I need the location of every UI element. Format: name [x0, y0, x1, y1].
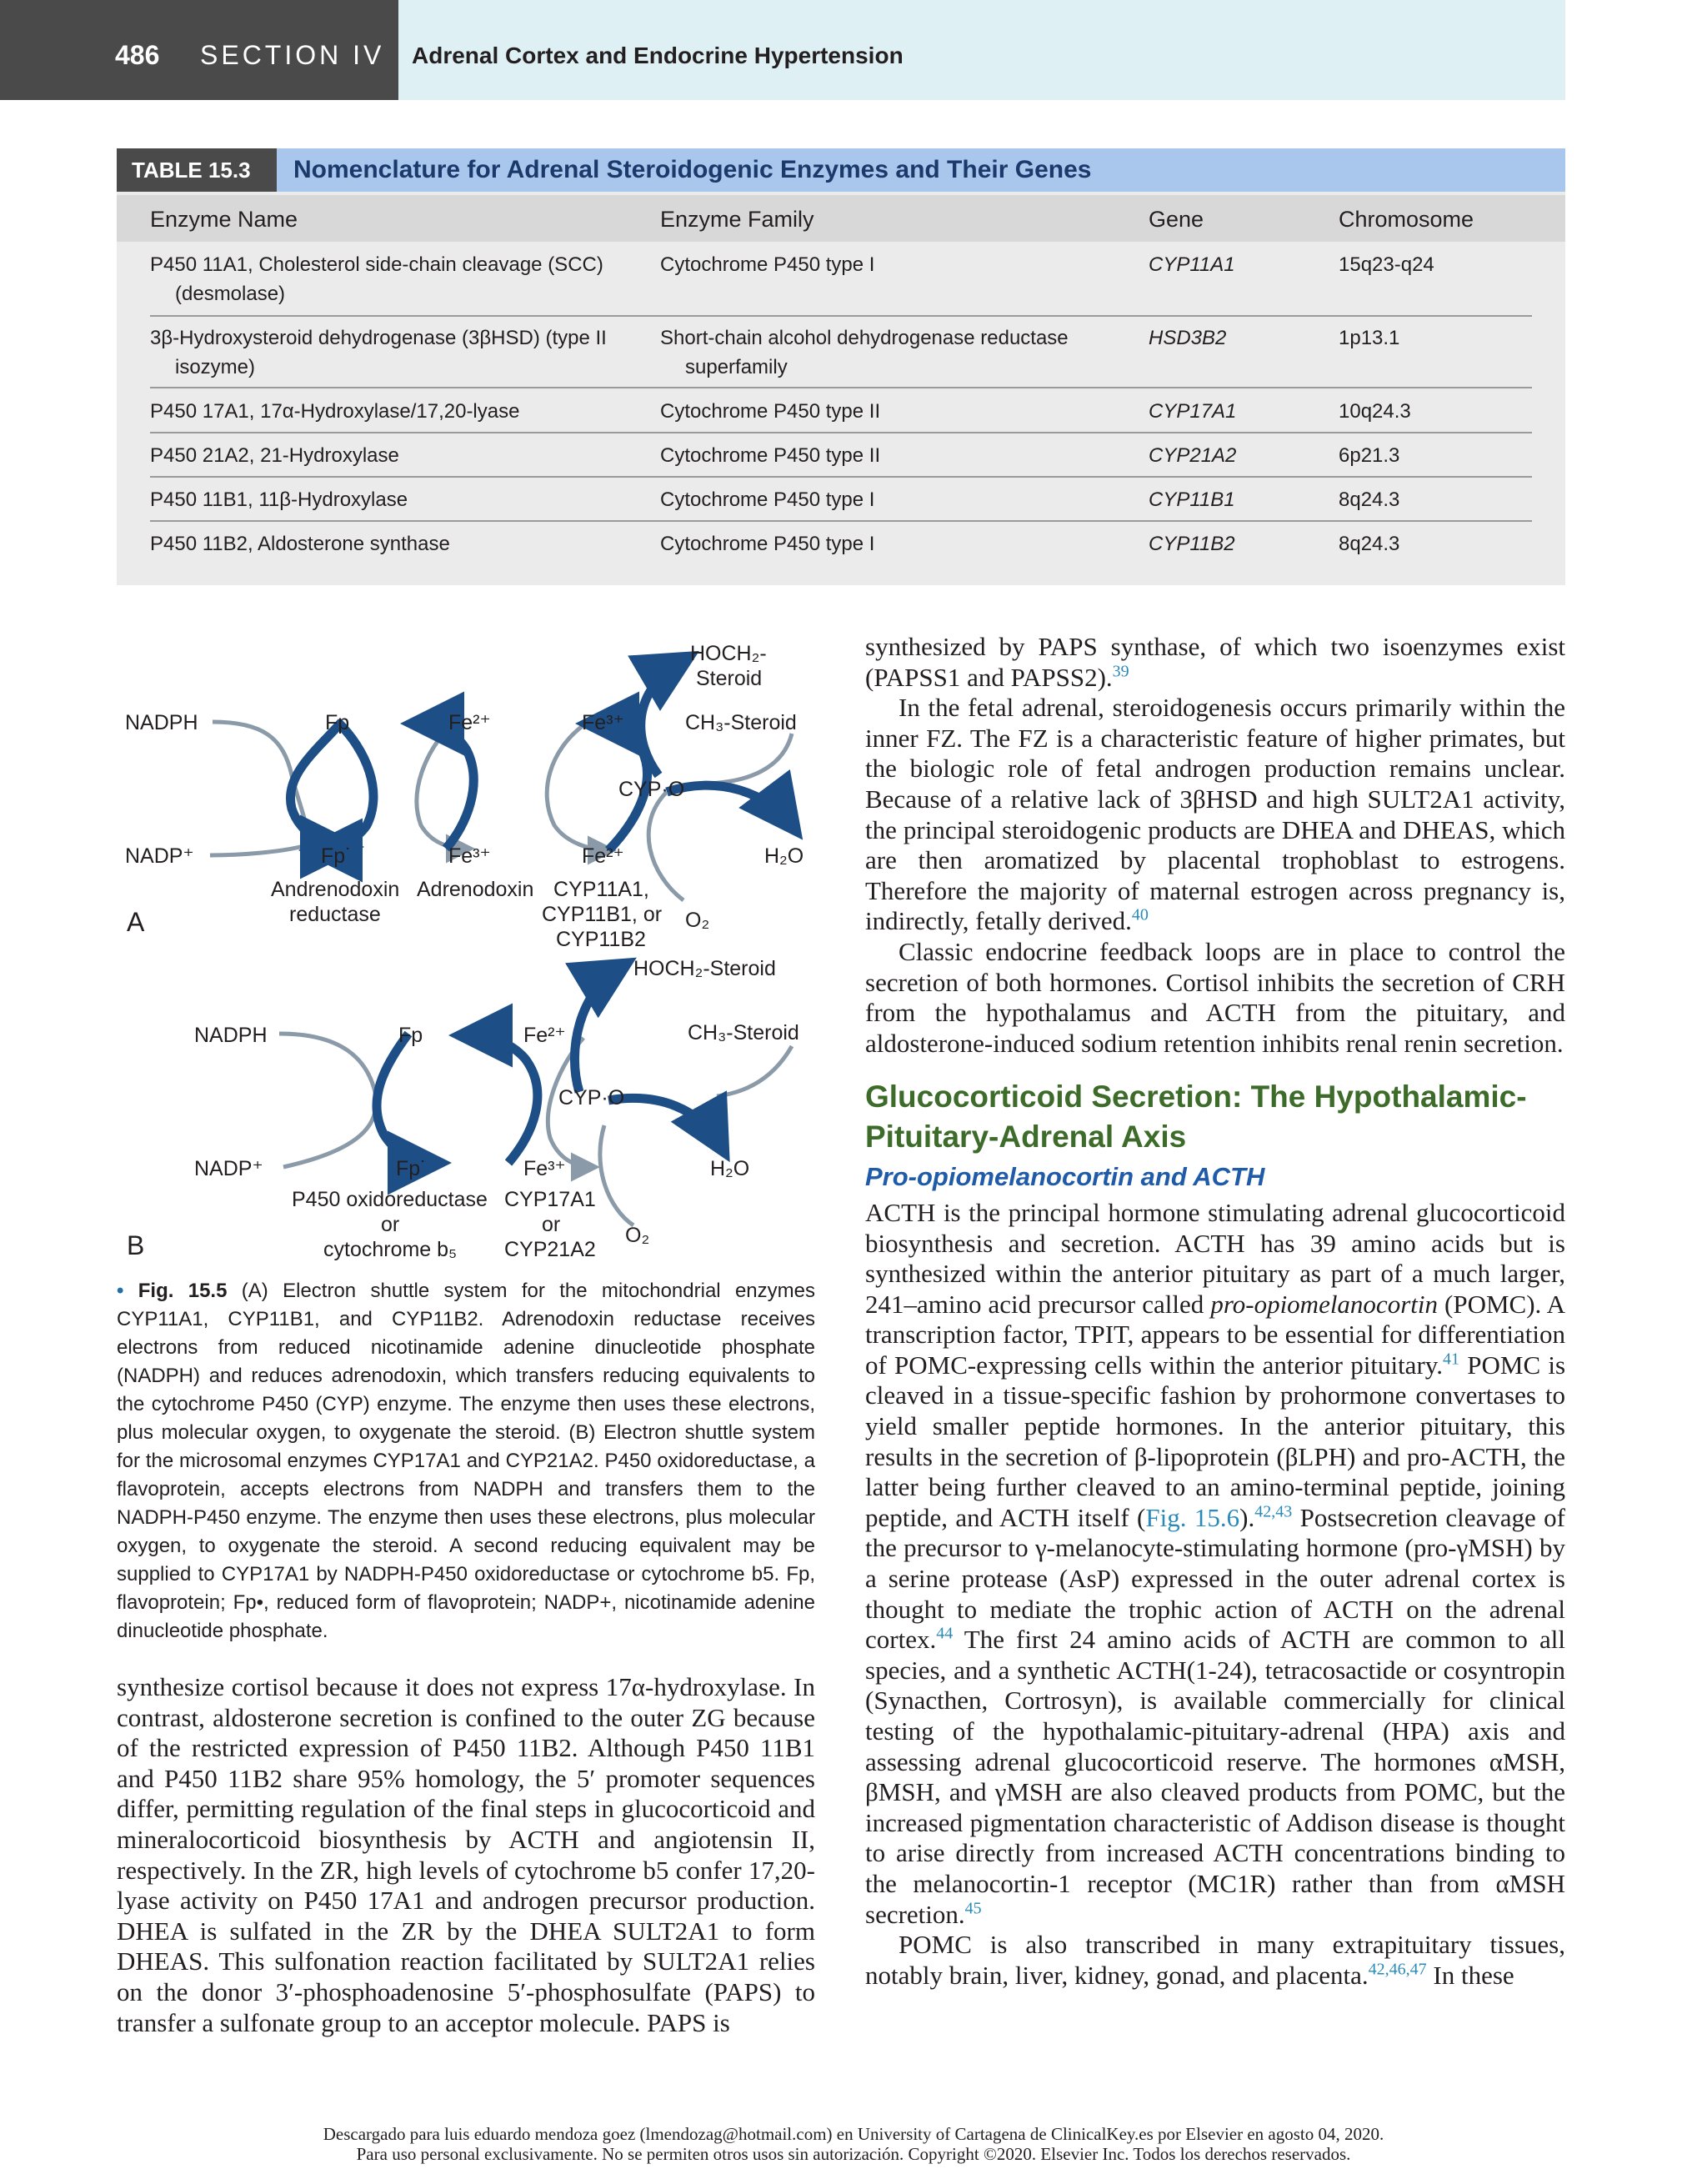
a-cyp-o-label: CYP·O — [618, 778, 685, 801]
cell-gene: CYP11B1 — [1149, 488, 1235, 511]
subsection-heading: Pro-opiomelanocortin and ACTH — [865, 1162, 1265, 1192]
panel-b-letter: B — [127, 1230, 145, 1260]
a-hoch2-label: HOCH₂- — [690, 642, 767, 665]
figure-caption-text: (A) Electron shuttle system for the mitochondrial enzymes CYP11A1, CYP11B1, and CYP11B2. Adrenodoxin reductase receives electrons from reduced nicotinamide adenine dinucleotide phosphate (NADPH) and reduces adrenodoxin, which transfers reducing equivalents to the cytochrome P450 (CYP) enzyme. The enzyme then uses these electrons, plus molecular oxygen, to oxygenate the steroid. (B) Electron shuttle system for the microsomal enzymes CYP17A1 and CYP21A2. P450 oxidoreductase, a flavoprotein, accepts electrons from NADPH and transfers them to the NADPH-P450 enzyme. The enzyme then uses these electrons, plus molecular oxygen, to oxygenate the steroid. A second reducing equivalent may be supplied to CYP17A1 by NADPH-P450 oxidoreductase or cytochrome b5. Fp, flavoprotein; Fp•, reduced form of flavoprotein; NADP+, nicotinamide adenine dinucleotide phosphate. — [117, 1280, 815, 1642]
cell-chromosome: 1p13.1 — [1339, 327, 1400, 349]
citation: 44 — [936, 1624, 954, 1643]
a-ch3-steroid-label: CH₃-Steroid — [685, 711, 797, 734]
b-enzyme-por-line2: or — [381, 1213, 400, 1236]
a-fe3-top-label: Fe³⁺ — [582, 711, 624, 734]
cell-enzyme-name: P450 11A1, Cholesterol side-chain cleavage (SCC) (desmolase) — [150, 253, 603, 305]
cell-chromosome: 8q24.3 — [1339, 533, 1400, 555]
figure-label: Fig. 15.5 — [138, 1280, 228, 1302]
column-header-enzyme-family: Enzyme Family — [660, 207, 814, 232]
row-divider — [150, 476, 1532, 478]
citation: 40 — [1131, 906, 1149, 925]
a-fe2-top-label: Fe²⁺ — [448, 711, 491, 734]
panel-a-letter: A — [127, 907, 145, 937]
panel-a-electron-arrows — [210, 660, 792, 900]
citation: 41 — [1443, 1350, 1460, 1369]
chapter-title: Adrenal Cortex and Endocrine Hypertension — [412, 43, 904, 68]
row-divider — [150, 520, 1532, 522]
footer-line-2: Para uso personal exclusivamente. No se permiten otros usos sin autorización. Copyright ©2020. Elsevier Inc. Todos los derechos reservados. — [356, 2144, 1351, 2164]
b-nadp-label: NADP⁺ — [194, 1157, 263, 1180]
citation: 42,46,47 — [1368, 1960, 1427, 1979]
section-label: SECTION IV — [200, 40, 385, 70]
table-tag: TABLE 15.3 — [117, 148, 277, 192]
a-enzyme-cyp-line1: CYP11A1, — [553, 878, 649, 901]
table-caption-bar — [117, 148, 1565, 192]
body-paragraph: ACTH is the principal hormone stimulating adrenal glucocorticoid biosynthesis and secretion. ACTH has 39 amino acids but is synthesized within the anterior pituitary as part of a much larger, 241–amino acid precursor called pro-opiomelanocortin (POMC). A transcription factor, TPIT, appears to be essential for differentiation of POMC-expressing cells within the anterior pituitary.$^{41}$ POMC is cleaved in a tissue-specific fashion by prohormone convertases to yield smaller peptide hormones. In the anterior pituitary, this results in the secretion of β-lipoprotein (βLPH) and pro-ACTH, the latter being further cleaved to an amino-terminal peptide, joining peptide, and ACTH itself (Fig. 15.6).$^{42,43}$ Postsecretion cleavage of the precursor to γ-melanocyte-stimulating hormone (pro-γMSH) by a serine protease (AsP) expressed in the outer adrenal cortex is thought to mediate the trophic action of ACTH on the adrenal cortex.$^{44}$ The first 24 amino acids of ACTH are common to all species, and a synthetic ACTH(1-24), tetracosactide or cosyntropin (Synacthen, Cortrosyn), is available commercially for clinical testing of the hypothalamic-pituitary-adrenal (HPA) axis and assessing adrenal glucocorticoid reserve. The hormones αMSH, βMSH, and γMSH are also cleaved products from POMC, but the increased pigmentation characteristic of Addison disease is thought to arise directly from increased ACTH concentrations binding to the melanocortin-1 receptor (MC1R) rather than from αMSH secretion.$^{45}$ — [865, 1197, 1566, 1929]
citation: 42,43 — [1254, 1502, 1293, 1521]
a-fp-reduced-label: Fp˙ — [321, 844, 353, 868]
cell-gene: CYP11A1 — [1149, 253, 1235, 276]
b-enzyme-por-line1: P450 oxidoreductase — [292, 1188, 488, 1211]
left-text-column — [117, 1672, 815, 2038]
citation: 45 — [964, 1899, 982, 1918]
b-fp-reduced-label: Fp˙ — [396, 1157, 428, 1180]
row-divider — [150, 432, 1532, 433]
cell-chromosome: 8q24.3 — [1339, 488, 1400, 511]
b-o2-label: O₂ — [625, 1224, 650, 1247]
cell-enzyme-name: P450 11B1, 11β-Hydroxylase — [150, 488, 408, 511]
b-fe2-label: Fe²⁺ — [523, 1024, 566, 1047]
body-paragraph: POMC is also transcribed in many extrapituitary tissues, notably brain, liver, kidney, gonad, and placenta.$^{42,46,47}$ In these — [865, 1930, 1565, 1990]
b-hoch2-steroid-label: HOCH₂-Steroid — [633, 957, 776, 980]
cell-chromosome: 6p21.3 — [1339, 444, 1400, 467]
cell-enzyme-family: Cytochrome P450 type II — [660, 400, 881, 423]
row-divider — [150, 387, 1532, 388]
body-paragraph: synthesized by PAPS synthase, of which two isoenzymes exist (PAPSS1 and PAPSS2).$^{39}$ — [865, 632, 1565, 692]
b-nadph-label: NADPH — [194, 1024, 268, 1047]
table-header-row — [117, 195, 1565, 242]
cell-gene: CYP17A1 — [1149, 400, 1237, 423]
figure-caption: • Fig. 15.5 (A) Electron shuttle system for the mitochondrial enzymes CYP11A1, CYP11B1, and CYP11B2. Adrenodoxin reductase receives electrons from reduced nicotinamide adenine dinucleotide phosphate (NADPH) and reduces adrenodoxin, which transfers reducing equivalents to the cytochrome P450 (CYP) enzyme. The enzyme then uses these electrons, plus molecular oxygen, to oxygenate the steroid. (B) Electron shuttle system for the microsomal enzymes CYP17A1 and CYP21A2. P450 oxidoreductase, a flavoprotein, accepts electrons from NADPH and transfers them to the NADPH-P450 enzyme. The enzyme then uses these electrons, plus molecular oxygen, to oxygenate the steroid. A second reducing equivalent may be supplied to CYP17A1 by NADPH-P450 oxidoreductase or cytochrome b5. Fp, flavoprotein; Fp•, reduced form of flavoprotein; NADP+, nicotinamide adenine dinucleotide phosphate. — [117, 1280, 815, 1642]
cell-enzyme-family: Cytochrome P450 type I — [660, 488, 875, 511]
section-heading: Glucocorticoid Secretion: The Hypothalamic-Pituitary-Adrenal Axis — [865, 1079, 1527, 1155]
a-fe2-bottom-label: Fe²⁺ — [582, 844, 624, 868]
body-paragraph: In the fetal adrenal, steroidogenesis occurs primarily within the inner FZ. The FZ is a characteristic feature of higher primates, but the biologic role of fetal androgen production remains unclear. Because of a relative lack of 3βHSD and high SULT2A1 activity, the principal steroidogenic products are DHEA and DHEAS, which are then aromatized by placental trophoblast to estrogens. Therefore the majority of maternal estrogen across pregnancy is, indirectly, fetally derived.$^{40}$ — [865, 693, 1565, 936]
a-nadph-label: NADPH — [125, 711, 198, 734]
cell-enzyme-name: P450 11B2, Aldosterone synthase — [150, 533, 450, 555]
a-enzyme-reductase-line1: Andrenodoxin — [271, 878, 400, 901]
a-enzyme-cyp-line2: CYP11B1, or — [542, 903, 663, 926]
a-h2o-label: H₂O — [764, 844, 804, 868]
b-enzyme-cyp-line3: CYP21A2 — [504, 1238, 596, 1261]
column-header-gene: Gene — [1149, 207, 1204, 232]
b-fe3-label: Fe³⁺ — [523, 1157, 566, 1180]
body-paragraph: synthesize cortisol because it does not express 17α-hydroxylase. In contrast, aldosterone secretion is confined to the outer ZG because of the restricted expression of P450 11B2. Although P450 11B1 and P450 11B2 share 95% homology, the 5′ promoter sequences differ, permitting regulation of the final steps in glucocorticoid and mineralocorticoid biosynthesis by ACTH and angiotensin II, respectively. In the ZR, high levels of cytochrome b5 confer 17,20-lyase activity on P450 17A1 and androgen precursor production. DHEA is sulfated in the ZR by the DHEA SULT2A1 to form DHEAS. This sulfonation reaction facilitated by SULT2A1 relies on the donor 3′-phosphoadenosine 5′-phosphosulfate (PAPS) to transfer a sulfonate group to an acceptor molecule. PAPS is — [117, 1672, 815, 2037]
a-steroid-label: Steroid — [696, 667, 763, 690]
cell-enzyme-name: 3β-Hydroxysteroid dehydrogenase (3βHSD) (type II isozyme) — [150, 327, 607, 378]
download-footer — [0, 2124, 1707, 2164]
b-fp-label: Fp — [398, 1024, 423, 1047]
body-paragraph: Classic endocrine feedback loops are in place to control the secretion of both hormones. Cortisol inhibits the secretion of CRH from the hypothalamus and ACTH from the pituitary, and aldosterone-induced sodium retention inhibits renal renin secretion. — [865, 936, 1565, 1058]
cell-chromosome: 15q23-q24 — [1339, 253, 1434, 276]
figure-reference-link[interactable]: Fig. 15.6 — [1145, 1502, 1240, 1532]
cell-enzyme-family: Cytochrome P450 type I — [660, 533, 875, 555]
cell-enzyme-family: Cytochrome P450 type II — [660, 444, 881, 467]
cell-gene: CYP11B2 — [1149, 533, 1235, 555]
cell-enzyme-family: Cytochrome P450 type I — [660, 253, 875, 276]
a-enzyme-cyp-line3: CYP11B2 — [556, 928, 646, 951]
column-header-enzyme-name: Enzyme Name — [150, 207, 298, 232]
b-ch3-steroid-label: CH₃-Steroid — [688, 1021, 799, 1044]
row-divider — [150, 315, 1532, 317]
footer-line-1: Descargado para luis eduardo mendoza goez (lmendozag@hotmail.com) en University of Cartagena de ClinicalKey.es por Elsevier en agosto 04, 2020. — [323, 2124, 1384, 2144]
citation: 39 — [1112, 662, 1129, 681]
a-o2-label: O₂ — [685, 909, 710, 932]
table-title: Nomenclature for Adrenal Steroidogenic Enzymes and Their Genes — [293, 156, 1092, 183]
cell-gene: HSD3B2 — [1149, 327, 1227, 349]
cell-chromosome: 10q24.3 — [1339, 400, 1411, 423]
a-fp-label: Fp — [325, 711, 350, 734]
a-enzyme-adrenodoxin: Adrenodoxin — [417, 878, 534, 901]
b-enzyme-cyp-line1: CYP17A1 — [504, 1188, 596, 1211]
cell-gene: CYP21A2 — [1149, 444, 1237, 467]
b-h2o-label: H₂O — [710, 1157, 750, 1180]
b-cyp-o-label: CYP·O — [558, 1086, 625, 1110]
a-nadp-label: NADP⁺ — [125, 844, 194, 868]
cell-enzyme-name: P450 17A1, 17α-Hydroxylase/17,20-lyase — [150, 400, 520, 423]
panel-b-electron-arrows — [279, 967, 792, 1225]
a-fe3-bottom-label: Fe³⁺ — [448, 844, 491, 868]
figure-15-5-electron-shuttle-diagram — [117, 625, 825, 1275]
a-enzyme-reductase-line2: reductase — [289, 903, 381, 926]
cell-enzyme-family: Short-chain alcohol dehydrogenase reductase superfamily — [660, 327, 1069, 378]
page-number: 486 — [115, 40, 160, 70]
b-enzyme-por-line3: cytochrome b₅ — [323, 1238, 458, 1261]
b-enzyme-cyp-line2: or — [542, 1213, 561, 1236]
right-text-column — [865, 632, 1565, 1991]
column-header-chromosome: Chromosome — [1339, 207, 1474, 232]
cell-enzyme-name: P450 21A2, 21-Hydroxylase — [150, 444, 399, 467]
table-15-3 — [117, 148, 1565, 585]
